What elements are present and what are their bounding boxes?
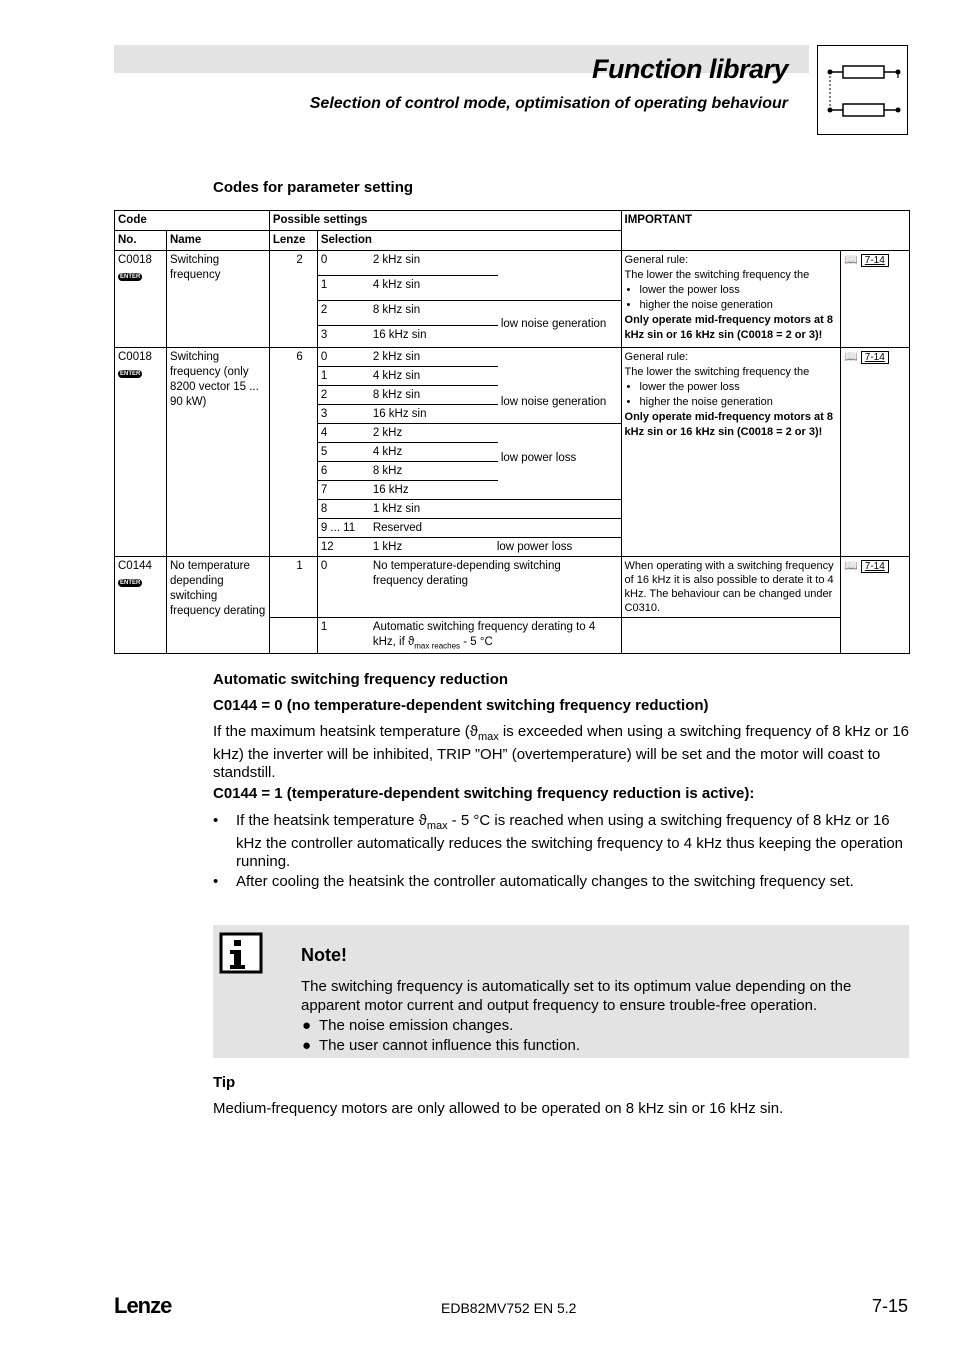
important-text: General rule:: [624, 351, 689, 363]
sel-value: 1: [320, 279, 328, 291]
bullet-item: • After cooling the heatsink the controller automatically changes to the switching frequency set.: [213, 873, 854, 890]
subscript: max reaches: [414, 641, 461, 651]
lenze-logo: Lenze: [114, 1293, 172, 1318]
enter-icon: ENTER: [120, 274, 141, 280]
group-label: low power loss: [496, 541, 573, 553]
enter-icon: ENTER: [120, 580, 141, 586]
table-row: [115, 557, 910, 618]
code-no: C0144: [118, 560, 152, 572]
important-text: Only operate mid-frequency motors at 8 kHz sin or 16 kHz sin (C0018 = 2 or 3)!: [624, 314, 833, 341]
sel-text-part: - 5 °C: [460, 636, 493, 648]
sel-text: 2 kHz sin: [372, 351, 421, 363]
sel-text: 8 kHz sin: [372, 389, 421, 401]
note-title: Note!: [301, 945, 347, 965]
c0144-1-heading: C0144 = 1 (temperature-dependent switching frequency reduction is active):: [213, 785, 755, 802]
code-name: No temperature depending switching frequency derating: [166, 557, 269, 654]
sel-text: 16 kHz: [372, 484, 409, 496]
sel-value: 4: [320, 427, 328, 439]
text-part: is exceeded when using a switching frequency of 8 kHz or 16 kHz) the inverter will be inhibited, TRIP ”OH” (overtemperature) will be set and the motor will coast to standstill.: [213, 723, 909, 781]
bullet-item: • If the heatsink temperature $ϑ_{max} - 5$ °C is reached when using a switching frequency of 8 kHz or 16 kHz the controller automatically reduces the switching frequency to 4 kHz thus keeping the operation running.: [213, 812, 904, 870]
sel-text: [373, 620, 621, 653]
page-subtitle: Selection of control mode, optimisation of operating behaviour: [309, 95, 788, 112]
group-label: low noise generation: [500, 318, 607, 330]
page-title: Function library: [591, 54, 788, 84]
important-bullet: • higher the noise generation: [625, 395, 838, 410]
sel-value: 6: [320, 465, 328, 477]
th-important: IMPORTANT: [621, 211, 909, 251]
sel-text-part: Automatic switching frequency derating to 4 kHz, if ϑ: [372, 621, 596, 648]
selection-list: [318, 251, 621, 346]
page-reference-link[interactable]: 7-14: [861, 351, 889, 364]
important-text: The lower the switching frequency the: [624, 366, 810, 378]
sel-value: 1: [320, 621, 328, 633]
code-no: C0018: [118, 254, 152, 266]
book-icon: 📖: [844, 351, 858, 363]
lenze-value: 1: [269, 557, 317, 618]
sel-text: 2 kHz: [372, 427, 403, 439]
table-row: [115, 251, 910, 348]
auto-heading: Automatic switching frequency reduction: [213, 671, 509, 688]
sel-text: Reserved: [372, 522, 423, 534]
text-part: The user cannot influence this function.: [319, 1037, 580, 1054]
important-bullet: • lower the power loss: [625, 380, 838, 395]
th-lenze: Lenze: [269, 231, 317, 251]
sel-text: 8 kHz sin: [372, 304, 421, 316]
sel-value: 2: [320, 389, 328, 401]
sel-value: 0: [320, 560, 328, 572]
subscript: max: [477, 731, 499, 743]
page-reference-link[interactable]: 7-14: [861, 560, 889, 573]
sel-value: 1: [320, 370, 328, 382]
codes-table: [114, 210, 910, 654]
sel-value: 7: [320, 484, 328, 496]
sel-value: 9 ... 11: [320, 522, 356, 534]
sel-value: 8: [320, 503, 328, 515]
text-part: After cooling the heatsink the controller automatically changes to the switching frequency set.: [236, 873, 854, 890]
table-row: [115, 348, 910, 557]
info-icon: [219, 932, 263, 979]
important-bullet: • higher the noise generation: [625, 298, 838, 313]
lenze-value: 6: [269, 348, 317, 557]
sel-text: 8 kHz: [372, 465, 403, 477]
c0144-0-paragraph: [213, 723, 910, 782]
tip-heading: Tip: [213, 1074, 236, 1091]
text-part: If the maximum heatsink temperature (ϑ: [213, 723, 478, 740]
book-icon: 📖: [844, 254, 858, 266]
note-bullet: ● The user cannot influence this function.: [302, 1037, 580, 1054]
sel-value: 2: [320, 304, 328, 316]
sel-text: 16 kHz sin: [372, 408, 427, 420]
important-bullet: • lower the power loss: [625, 283, 838, 298]
code-name: Switching frequency (only 8200 vector 15 ... 90 kW): [166, 348, 269, 557]
selection-list: [318, 348, 621, 556]
code-name: Switching frequency: [166, 251, 269, 348]
important-text: Only operate mid-frequency motors at 8 kHz sin or 16 kHz sin (C0018 = 2 or 3)!: [624, 411, 833, 438]
sel-text: 1 kHz: [372, 541, 403, 553]
sel-text: 2 kHz sin: [372, 254, 421, 266]
important-text: General rule:: [624, 254, 689, 266]
sel-text: No temperature-depending switching frequency derating: [372, 560, 561, 587]
group-label: low power loss: [500, 452, 577, 464]
sel-value: 0: [320, 254, 328, 266]
function-block-icon: [817, 45, 908, 135]
sel-text: 1 kHz sin: [372, 503, 421, 515]
sel-text: 4 kHz sin: [372, 370, 421, 382]
th-possible-settings: Possible settings: [269, 211, 621, 231]
th-selection: Selection: [317, 231, 621, 251]
text-part: - 5 °C is reached when using a switching frequency of 8 kHz or 16 kHz the controller automatically reduces the switching frequency to 4 kHz thus keeping the operation running.: [236, 812, 904, 870]
text-part: If the heatsink temperature ϑ: [236, 812, 427, 829]
sel-value: 5: [320, 446, 328, 458]
document-id: EDB82MV752 EN 5.2: [441, 1300, 577, 1316]
note-bullet: ● The noise emission changes.: [302, 1017, 514, 1034]
note-paragraph: The switching frequency is automatically set to its optimum value depending on the apparent motor current and output frequency to ensure trouble-free operation.: [301, 978, 852, 1014]
c0144-0-heading: C0144 = 0 (no temperature-dependent switching frequency reduction): [213, 697, 709, 714]
sel-text: 4 kHz: [372, 446, 403, 458]
book-icon: 📖: [844, 560, 858, 572]
important-text: When operating with a switching frequency of 16 kHz it is also possible to derate it to 4 kHz. The behaviour can be changed under C0310.: [621, 557, 841, 618]
subscript: max: [426, 820, 448, 832]
enter-icon: ENTER: [120, 371, 141, 377]
sel-value: 0: [320, 351, 328, 363]
sel-value: 3: [320, 329, 328, 341]
note-text: [301, 977, 901, 1055]
lenze-value: 2: [269, 251, 317, 348]
sel-text: 4 kHz sin: [372, 279, 421, 291]
th-name: Name: [166, 231, 269, 251]
tip-text: Medium-frequency motors are only allowed to be operated on 8 kHz sin or 16 kHz sin.: [213, 1100, 784, 1117]
page-reference-link[interactable]: 7-14: [861, 254, 889, 267]
page-number: 7-15: [871, 1296, 908, 1316]
important-text: The lower the switching frequency the: [624, 269, 810, 281]
th-no: No.: [115, 231, 167, 251]
sel-text: 16 kHz sin: [372, 329, 427, 341]
sel-value: 12: [320, 541, 334, 553]
group-label: low noise generation: [500, 396, 607, 408]
th-code: Code: [115, 211, 270, 231]
codes-heading: Codes for parameter setting: [213, 179, 414, 196]
code-no: C0018: [118, 351, 152, 363]
sel-value: 3: [320, 408, 328, 420]
text-part: The noise emission changes.: [319, 1017, 514, 1034]
